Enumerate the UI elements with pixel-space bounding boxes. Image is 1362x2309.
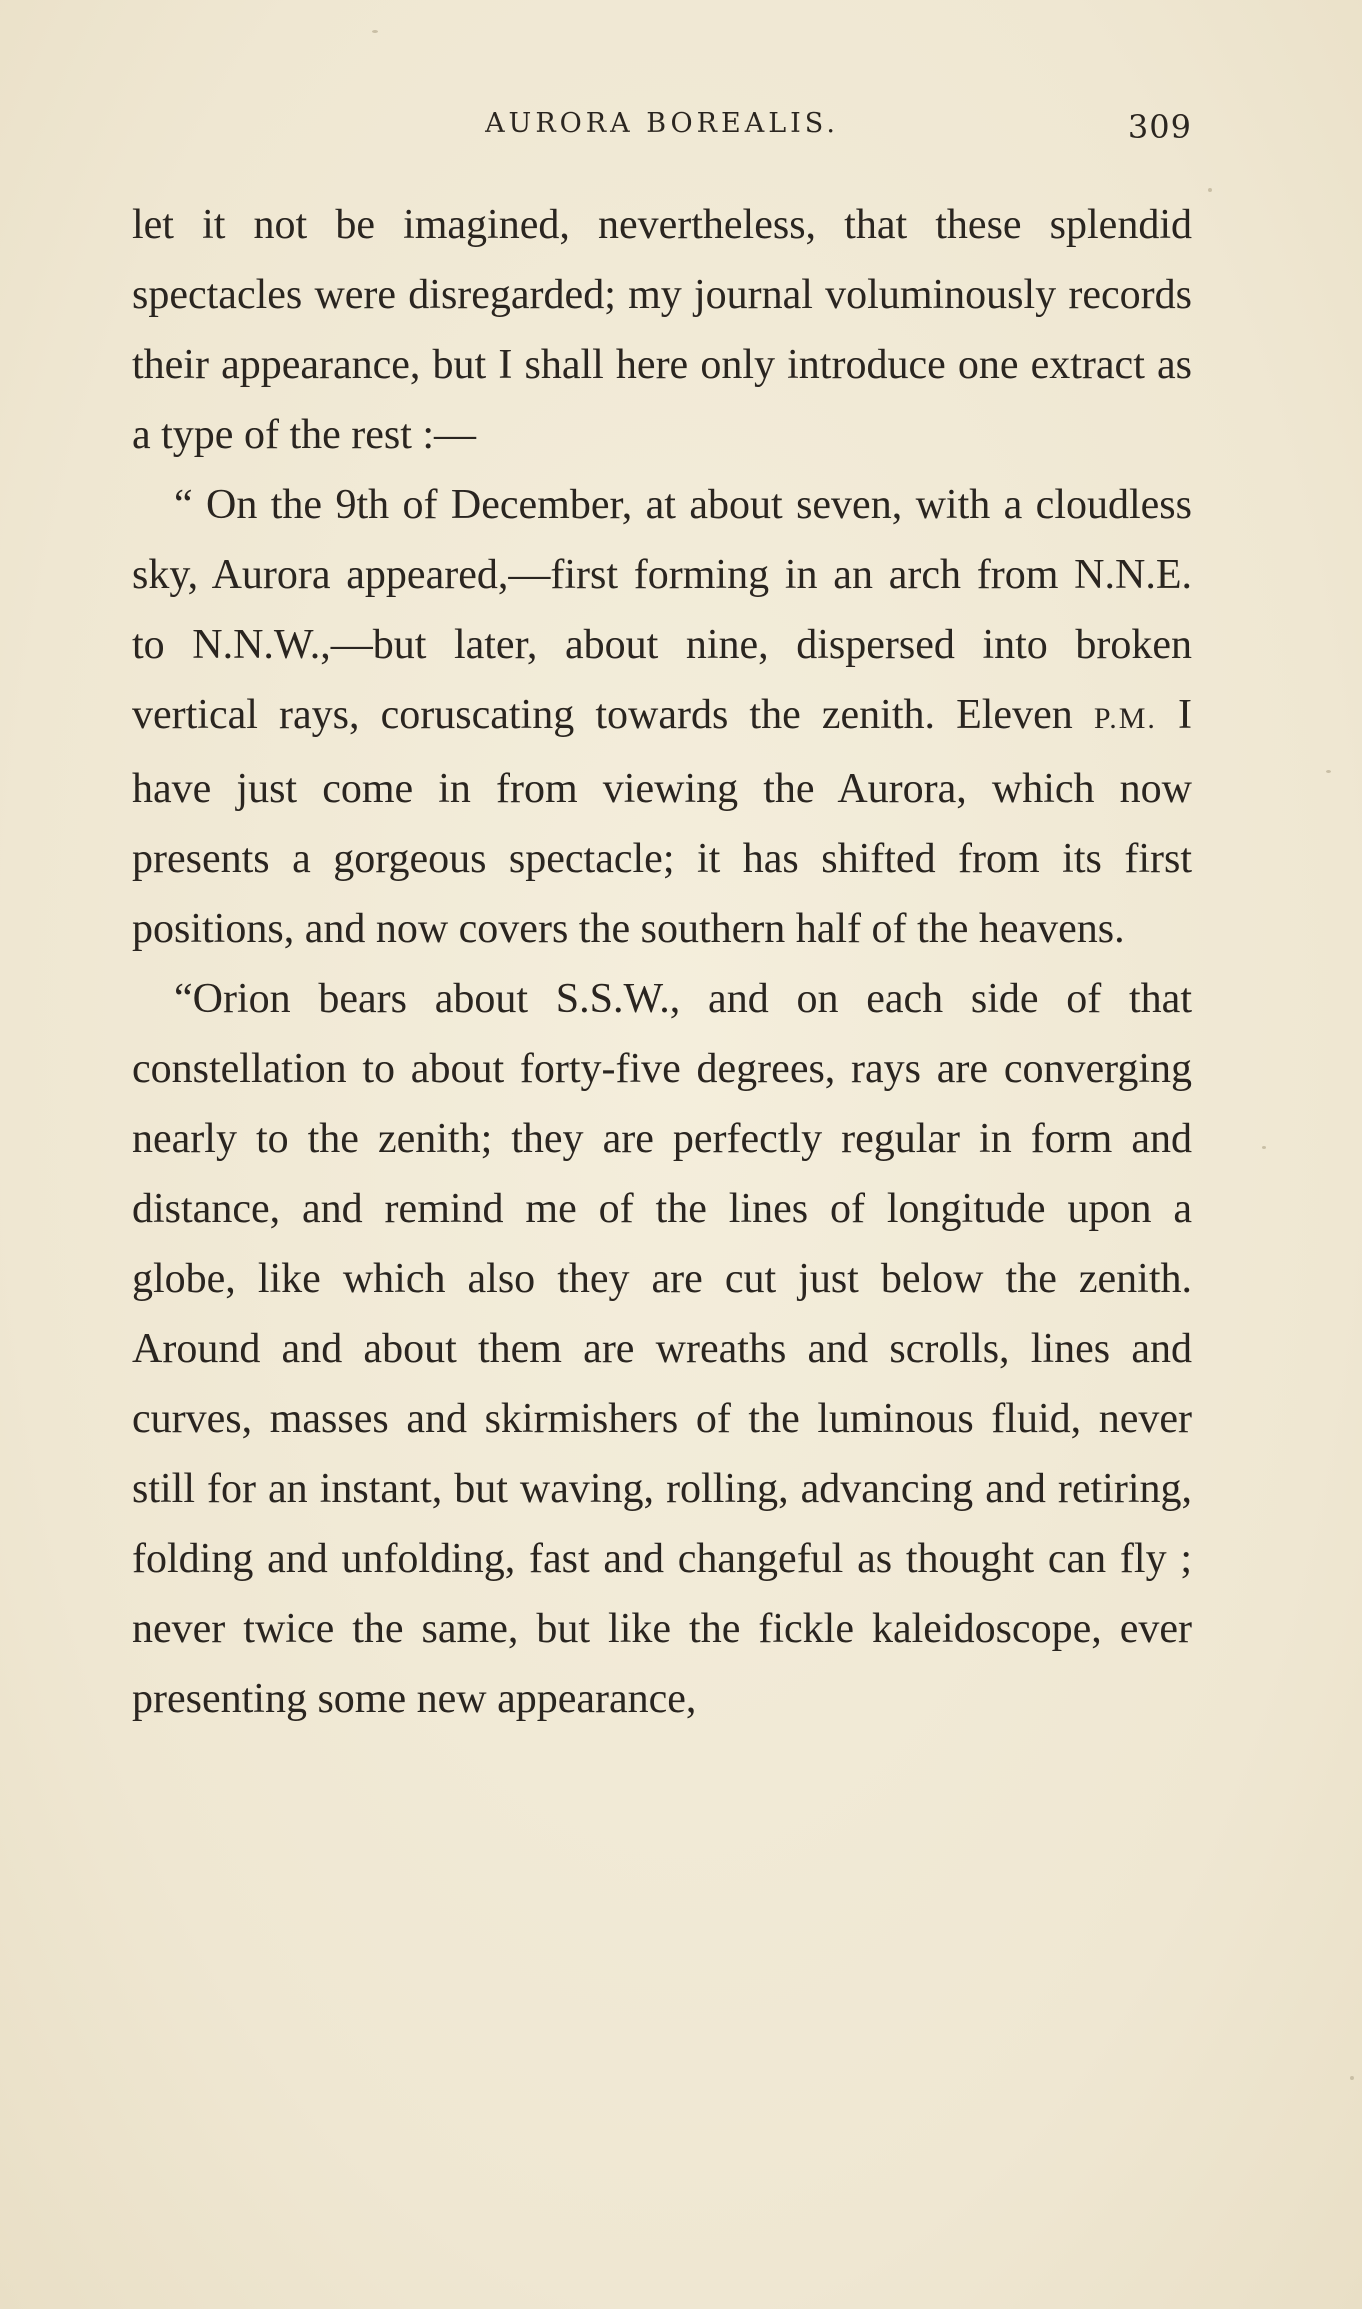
running-title: AURORA BOREALIS. bbox=[485, 108, 839, 139]
paper-speck bbox=[1326, 770, 1331, 773]
paragraph-intro: let it not be imagined, nevertheless, that these splendid spectacles were disregarded; my journal voluminously records their appearance, but I shall here only introduce one extract as a type of the rest :— bbox=[132, 202, 1192, 458]
paragraph-orion: “Orion bears about S.S.W., and on each side of that constellation to about forty-five degrees, rays are converging nearly to the zenith; they are perfectly regular in form and distance, and remind me of the lines of longitude upon a globe, like which also they are cut just below the zenith. Around and about them are wreaths and scrolls, lines and curves, masses and skirmishers of the luminous fluid, never still for an instant, but waving, rolling, advancing and retiring, folding and unfolding, fast and changeful as thought can fly ; never twice the same, but like the fickle kaleidoscope, ever presenting some new appearance, bbox=[132, 976, 1192, 1722]
body-text bbox=[132, 190, 1192, 1734]
paper-speck bbox=[1350, 2076, 1354, 2080]
paper-speck bbox=[372, 30, 378, 33]
paper-speck bbox=[1208, 188, 1212, 192]
running-head bbox=[132, 108, 1192, 158]
paper-speck bbox=[1262, 1146, 1266, 1149]
time-abbreviation: P.M. bbox=[1093, 702, 1157, 735]
paragraph-journal-extract-part1: “ On the 9th of December, at about seven, with a cloudless sky, Aurora appeared,—first forming in an arch from N.N.E. to N.N.W.,—but later, about nine, dispersed into broken vertical rays, coruscating towards the zenith. Eleven bbox=[132, 482, 1192, 738]
paragraph-journal-extract bbox=[132, 470, 1192, 964]
page-number: 309 bbox=[1127, 108, 1192, 146]
paragraph-journal-extract-part2: I have just come in from viewing the Aurora, which now presents a gorgeous spectacle; it has shifted from its first positions, and now covers the southern half of the heavens. bbox=[132, 692, 1192, 952]
